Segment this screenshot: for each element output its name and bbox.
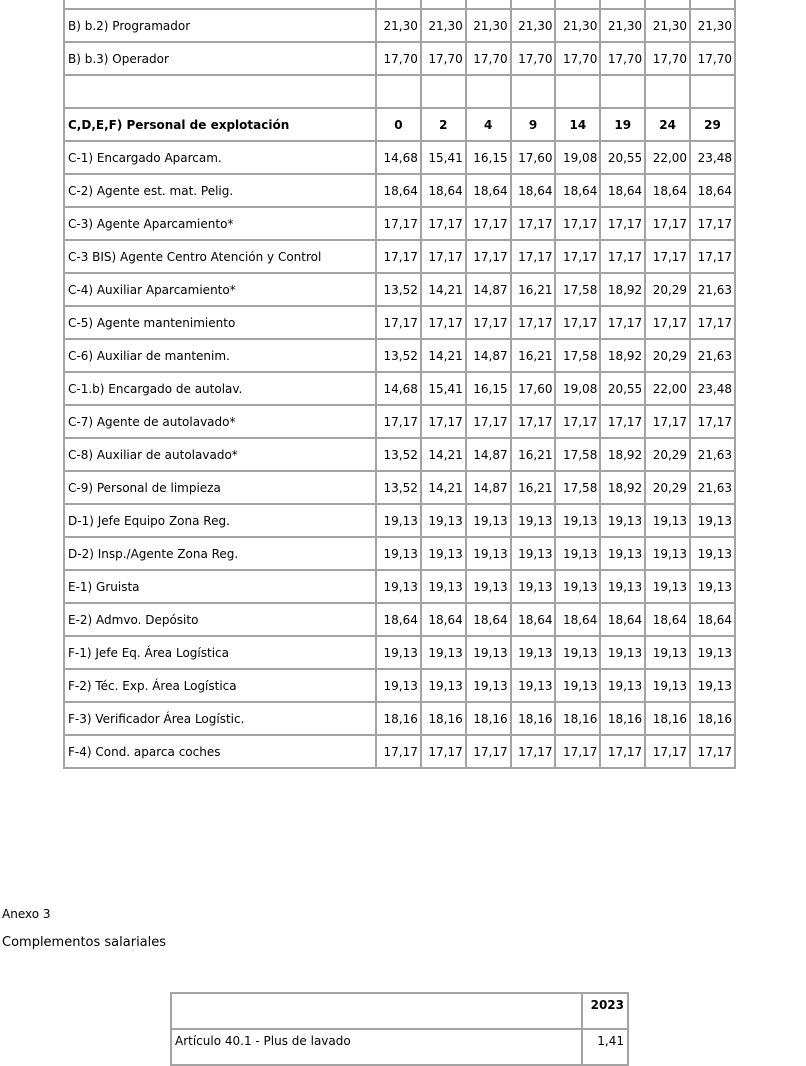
row-value: 19,13 <box>645 537 690 570</box>
row-value: 19,13 <box>645 636 690 669</box>
table-row <box>64 735 735 768</box>
row-value: 17,17 <box>511 405 556 438</box>
row-value: 14,87 <box>466 471 511 504</box>
row-value: 21,30 <box>645 9 690 42</box>
table-header-row <box>171 993 628 1029</box>
row-value <box>421 0 466 9</box>
row-value: 21,30 <box>600 9 645 42</box>
row-value: 23,48 <box>690 372 735 405</box>
row-value: 22,00 <box>645 372 690 405</box>
row-value: 18,64 <box>376 174 421 207</box>
row-value: 19,13 <box>555 537 600 570</box>
table-row <box>171 1029 628 1065</box>
row-label: D-2) Insp./Agente Zona Reg. <box>64 537 376 570</box>
row-value: 18,64 <box>645 603 690 636</box>
row-value: 20,55 <box>600 372 645 405</box>
row-value: 17,17 <box>511 306 556 339</box>
row-value: 19,13 <box>511 636 556 669</box>
row-value: 18,16 <box>600 702 645 735</box>
row-value: 19,13 <box>690 537 735 570</box>
row-value: 17,17 <box>600 735 645 768</box>
row-value: 16,15 <box>466 372 511 405</box>
row-value: 17,17 <box>600 306 645 339</box>
row-value: 17,58 <box>555 339 600 372</box>
row-value: 19,13 <box>421 669 466 702</box>
table-section-header <box>64 108 735 141</box>
row-value: 17,70 <box>600 42 645 75</box>
row-value: 18,92 <box>600 273 645 306</box>
row-value: 17,17 <box>690 207 735 240</box>
row-label <box>64 0 376 9</box>
row-value: 17,58 <box>555 471 600 504</box>
row-value: 17,17 <box>466 735 511 768</box>
row-label: C-4) Auxiliar Aparcamiento* <box>64 273 376 306</box>
row-label: C-9) Personal de limpieza <box>64 471 376 504</box>
row-value: 19,13 <box>376 570 421 603</box>
row-value: 19 <box>600 108 645 141</box>
row-value: 19,13 <box>466 537 511 570</box>
table-row <box>64 570 735 603</box>
row-value: 21,30 <box>421 9 466 42</box>
row-value: 17,17 <box>645 240 690 273</box>
row-value <box>511 75 556 108</box>
row-value: 14 <box>555 108 600 141</box>
row-value: 18,92 <box>600 438 645 471</box>
row-value: 18,64 <box>421 174 466 207</box>
row-value: 18,64 <box>376 603 421 636</box>
row-value: 18,16 <box>645 702 690 735</box>
table-row <box>64 273 735 306</box>
row-value: 19,13 <box>555 570 600 603</box>
row-value: 17,60 <box>511 372 556 405</box>
row-value: 18,64 <box>555 174 600 207</box>
row-label: C-7) Agente de autolavado* <box>64 405 376 438</box>
row-value: 17,17 <box>511 735 556 768</box>
row-value: 20,29 <box>645 471 690 504</box>
row-value: 18,64 <box>466 603 511 636</box>
row-value: 18,64 <box>466 174 511 207</box>
row-value <box>511 0 556 9</box>
row-value: 17,17 <box>645 207 690 240</box>
row-value: 18,16 <box>555 702 600 735</box>
row-value <box>555 0 600 9</box>
row-value: 17,17 <box>555 735 600 768</box>
row-value: 14,21 <box>421 438 466 471</box>
row-value: 19,13 <box>690 636 735 669</box>
row-value <box>421 75 466 108</box>
row-value: 21,63 <box>690 471 735 504</box>
row-value: 17,58 <box>555 438 600 471</box>
row-label: E-1) Gruista <box>64 570 376 603</box>
row-value: 19,13 <box>555 669 600 702</box>
row-value: 19,13 <box>376 636 421 669</box>
row-value: 17,17 <box>376 405 421 438</box>
row-value: 18,64 <box>511 174 556 207</box>
row-value: 17,70 <box>690 42 735 75</box>
row-value: 19,13 <box>376 537 421 570</box>
table-row <box>64 438 735 471</box>
row-value <box>376 75 421 108</box>
row-value: 17,17 <box>600 405 645 438</box>
salary-table <box>63 0 736 769</box>
row-value: 19,13 <box>600 636 645 669</box>
row-value <box>466 0 511 9</box>
row-value: 18,16 <box>511 702 556 735</box>
annex-title: Anexo 3 <box>2 907 51 921</box>
row-value: 17,17 <box>421 207 466 240</box>
row-value: 19,13 <box>511 537 556 570</box>
row-label: Artículo 40.1 - Plus de lavado <box>171 1029 582 1065</box>
table-row <box>64 405 735 438</box>
row-label: C-1) Encargado Aparcam. <box>64 141 376 174</box>
row-value: 18,16 <box>466 702 511 735</box>
annex-subtitle: Complementos salariales <box>2 935 167 950</box>
row-label: C-6) Auxiliar de mantenim. <box>64 339 376 372</box>
row-value: 18,64 <box>690 603 735 636</box>
row-label: C-1.b) Encargado de autolav. <box>64 372 376 405</box>
row-value: 21,30 <box>555 9 600 42</box>
row-value: 17,17 <box>376 207 421 240</box>
row-value: 19,13 <box>511 669 556 702</box>
row-value: 19,13 <box>511 504 556 537</box>
row-value: 18,64 <box>600 603 645 636</box>
table-row <box>64 636 735 669</box>
row-value: 17,70 <box>466 42 511 75</box>
row-value: 2 <box>421 108 466 141</box>
row-value <box>690 0 735 9</box>
row-value: 19,13 <box>421 537 466 570</box>
row-value: 21,30 <box>466 9 511 42</box>
header-year: 2023 <box>582 993 628 1029</box>
row-value: 16,21 <box>511 438 556 471</box>
row-value: 14,21 <box>421 339 466 372</box>
row-value: 17,17 <box>555 207 600 240</box>
row-value: 14,68 <box>376 141 421 174</box>
row-label: F-1) Jefe Eq. Área Logística <box>64 636 376 669</box>
row-value: 17,17 <box>466 240 511 273</box>
row-value: 19,13 <box>690 669 735 702</box>
row-value: 17,17 <box>466 306 511 339</box>
row-value: 17,70 <box>511 42 556 75</box>
row-label: C,D,E,F) Personal de explotación <box>64 108 376 141</box>
table-row <box>64 240 735 273</box>
row-value: 17,17 <box>555 405 600 438</box>
row-value: 17,17 <box>555 240 600 273</box>
row-value: 16,21 <box>511 471 556 504</box>
row-value: 17,17 <box>421 240 466 273</box>
row-value: 17,17 <box>421 306 466 339</box>
row-value: 17,70 <box>645 42 690 75</box>
row-value: 24 <box>645 108 690 141</box>
header-empty-cell <box>171 993 582 1029</box>
row-value: 19,13 <box>690 504 735 537</box>
row-value: 17,60 <box>511 141 556 174</box>
row-value: 17,17 <box>645 735 690 768</box>
row-label: C-3 BIS) Agente Centro Atención y Control <box>64 240 376 273</box>
row-label: C-2) Agente est. mat. Pelig. <box>64 174 376 207</box>
row-value: 17,17 <box>511 240 556 273</box>
row-value: 13,52 <box>376 339 421 372</box>
row-value: 20,55 <box>600 141 645 174</box>
row-value: 16,21 <box>511 339 556 372</box>
row-value <box>600 75 645 108</box>
table-row <box>64 603 735 636</box>
row-value: 18,64 <box>511 603 556 636</box>
row-value: 13,52 <box>376 438 421 471</box>
table-row <box>64 537 735 570</box>
row-value: 29 <box>690 108 735 141</box>
row-value: 19,13 <box>600 537 645 570</box>
row-value: 19,08 <box>555 372 600 405</box>
row-value: 15,41 <box>421 141 466 174</box>
row-value: 19,13 <box>466 504 511 537</box>
table-row-empty <box>64 75 735 108</box>
row-value: 17,70 <box>421 42 466 75</box>
row-value: 17,17 <box>376 240 421 273</box>
row-value: 17,17 <box>511 207 556 240</box>
row-value: 19,13 <box>555 504 600 537</box>
row-value: 17,17 <box>600 207 645 240</box>
row-value: 19,13 <box>421 504 466 537</box>
row-value: 21,30 <box>511 9 556 42</box>
row-value: 14,68 <box>376 372 421 405</box>
row-value: 15,41 <box>421 372 466 405</box>
row-value: 17,17 <box>376 735 421 768</box>
row-value: 19,13 <box>511 570 556 603</box>
row-value: 18,64 <box>645 174 690 207</box>
row-value: 19,13 <box>376 504 421 537</box>
row-label: B) b.3) Operador <box>64 42 376 75</box>
row-value: 21,63 <box>690 339 735 372</box>
row-value: 18,16 <box>421 702 466 735</box>
row-value: 17,17 <box>690 735 735 768</box>
table-row <box>64 207 735 240</box>
row-value: 14,87 <box>466 273 511 306</box>
row-label: C-5) Agente mantenimiento <box>64 306 376 339</box>
row-value: 21,30 <box>690 9 735 42</box>
row-value: 18,92 <box>600 339 645 372</box>
table-row <box>64 471 735 504</box>
row-value: 19,13 <box>421 570 466 603</box>
row-value <box>600 0 645 9</box>
row-value: 20,29 <box>645 339 690 372</box>
table-row <box>64 306 735 339</box>
row-value: 21,63 <box>690 438 735 471</box>
row-label: F-4) Cond. aparca coches <box>64 735 376 768</box>
row-value <box>645 75 690 108</box>
row-value: 19,08 <box>555 141 600 174</box>
row-value: 17,17 <box>421 405 466 438</box>
row-value <box>376 0 421 9</box>
row-value: 13,52 <box>376 471 421 504</box>
row-value: 17,17 <box>690 306 735 339</box>
row-value: 14,21 <box>421 273 466 306</box>
row-value: 18,16 <box>690 702 735 735</box>
row-value: 19,13 <box>645 504 690 537</box>
row-value: 20,29 <box>645 273 690 306</box>
row-value: 18,64 <box>555 603 600 636</box>
table-row <box>64 339 735 372</box>
row-value: 17,58 <box>555 273 600 306</box>
row-value <box>555 75 600 108</box>
row-value: 19,13 <box>376 669 421 702</box>
row-value <box>645 0 690 9</box>
row-label: C-8) Auxiliar de autolavado* <box>64 438 376 471</box>
row-value: 19,13 <box>600 669 645 702</box>
row-value: 17,17 <box>600 240 645 273</box>
table-row <box>64 372 735 405</box>
row-value: 16,21 <box>511 273 556 306</box>
row-value: 14,87 <box>466 438 511 471</box>
row-value: 19,13 <box>600 504 645 537</box>
row-label: D-1) Jefe Equipo Zona Reg. <box>64 504 376 537</box>
row-value: 19,13 <box>645 570 690 603</box>
row-value: 20,29 <box>645 438 690 471</box>
table-row <box>64 174 735 207</box>
row-value: 18,64 <box>600 174 645 207</box>
row-value: 17,17 <box>645 306 690 339</box>
row-value: 19,13 <box>645 669 690 702</box>
row-label: B) b.2) Programador <box>64 9 376 42</box>
row-label: E-2) Admvo. Depósito <box>64 603 376 636</box>
row-value: 17,17 <box>421 735 466 768</box>
table-row <box>64 702 735 735</box>
row-value: 21,30 <box>376 9 421 42</box>
row-value: 23,48 <box>690 141 735 174</box>
row-value: 14,87 <box>466 339 511 372</box>
row-value: 19,13 <box>421 636 466 669</box>
row-value: 17,17 <box>466 405 511 438</box>
row-value: 0 <box>376 108 421 141</box>
complements-table <box>170 992 629 1066</box>
row-label: F-2) Téc. Exp. Área Logística <box>64 669 376 702</box>
row-label: C-3) Agente Aparcamiento* <box>64 207 376 240</box>
table-row-partial <box>64 0 735 9</box>
table-row <box>64 141 735 174</box>
row-value: 4 <box>466 108 511 141</box>
row-value: 17,17 <box>690 240 735 273</box>
row-value: 19,13 <box>555 636 600 669</box>
row-value: 17,17 <box>376 306 421 339</box>
row-value: 22,00 <box>645 141 690 174</box>
row-value <box>466 75 511 108</box>
row-value: 9 <box>511 108 556 141</box>
row-value: 19,13 <box>690 570 735 603</box>
table-row <box>64 42 735 75</box>
table-row <box>64 504 735 537</box>
row-value: 21,63 <box>690 273 735 306</box>
table-row <box>64 669 735 702</box>
row-label <box>64 75 376 108</box>
row-value: 17,17 <box>690 405 735 438</box>
row-value: 13,52 <box>376 273 421 306</box>
row-value: 16,15 <box>466 141 511 174</box>
row-value: 19,13 <box>466 636 511 669</box>
row-value: 19,13 <box>466 669 511 702</box>
row-value: 19,13 <box>466 570 511 603</box>
row-value <box>690 75 735 108</box>
row-value: 18,92 <box>600 471 645 504</box>
row-value: 1,41 <box>582 1029 628 1065</box>
row-value: 18,64 <box>421 603 466 636</box>
row-value: 17,17 <box>466 207 511 240</box>
row-value: 18,64 <box>690 174 735 207</box>
row-label: F-3) Verificador Área Logístic. <box>64 702 376 735</box>
row-value: 17,17 <box>555 306 600 339</box>
table-row <box>64 9 735 42</box>
row-value: 14,21 <box>421 471 466 504</box>
row-value: 17,70 <box>376 42 421 75</box>
row-value: 18,16 <box>376 702 421 735</box>
row-value: 19,13 <box>600 570 645 603</box>
row-value: 17,17 <box>645 405 690 438</box>
row-value: 17,70 <box>555 42 600 75</box>
